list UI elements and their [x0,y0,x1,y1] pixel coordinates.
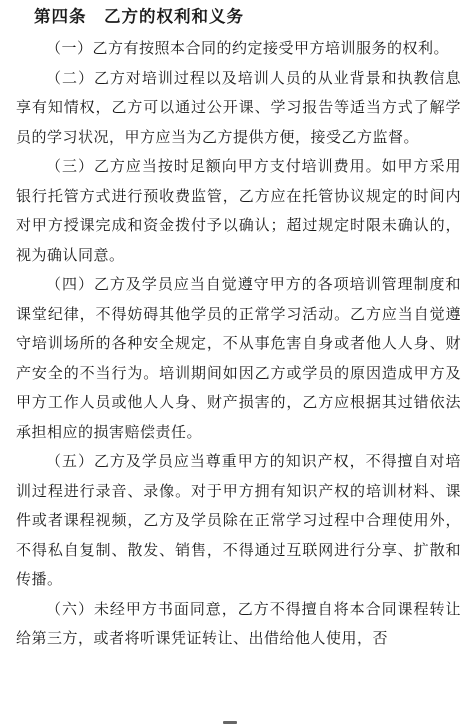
paragraph-3: （三）乙方应当按时足额向甲方支付培训费用。如甲方采用银行托管方式进行预收费监管，乙方应在托管协议规定的时间内对甲方授课完成和资金拨付予以确认；超过规定时限未确认的，视为确认同意。 [16,157,461,264]
page-number-mark [223,721,237,724]
paragraph-1: （一）乙方有按照本合同的约定接受甲方培训服务的权利。 [46,39,450,57]
paragraph-4: （四）乙方及学员应当自觉遵守甲方的各项培训管理制度和课堂纪律，不得妨碍其他学员的正常学习活动。乙方应当自觉遵守培训场所的各种安全规定，不从事危害自身或者他人人身、财产安全的不当行为。培训期间如因乙方或学员的原因造成甲方及甲方工作人员或他人人身、财产损害的，乙方应根据其过错依法承担相应的损害赔偿责任。 [16,275,461,441]
paragraph-2: （二）乙方对培训过程以及培训人员的从业背景和执教信息享有知情权，乙方可以通过公开课、学习报告等适当方式了解学员的学习状况，甲方应当为乙方提供方便，接受乙方监督。 [16,68,461,146]
article-title: 第四条 乙方的权利和义务 [34,7,244,26]
paragraph-6: （六）未经甲方书面同意，乙方不得擅自将本合同课程转让给第三方，或者将听课凭证转让、出借给他人使用，否 [16,599,461,647]
paragraph-5: （五）乙方及学员应当尊重甲方的知识产权，不得擅自对培训过程进行录音、录像。对于甲方拥有知识产权的培训材料、课件或者课程视频，乙方及学员除在正常学习过程中合理使用外，不得私自复制、散发、销售，不得通过互联网进行分享、扩散和传播。 [16,452,461,588]
